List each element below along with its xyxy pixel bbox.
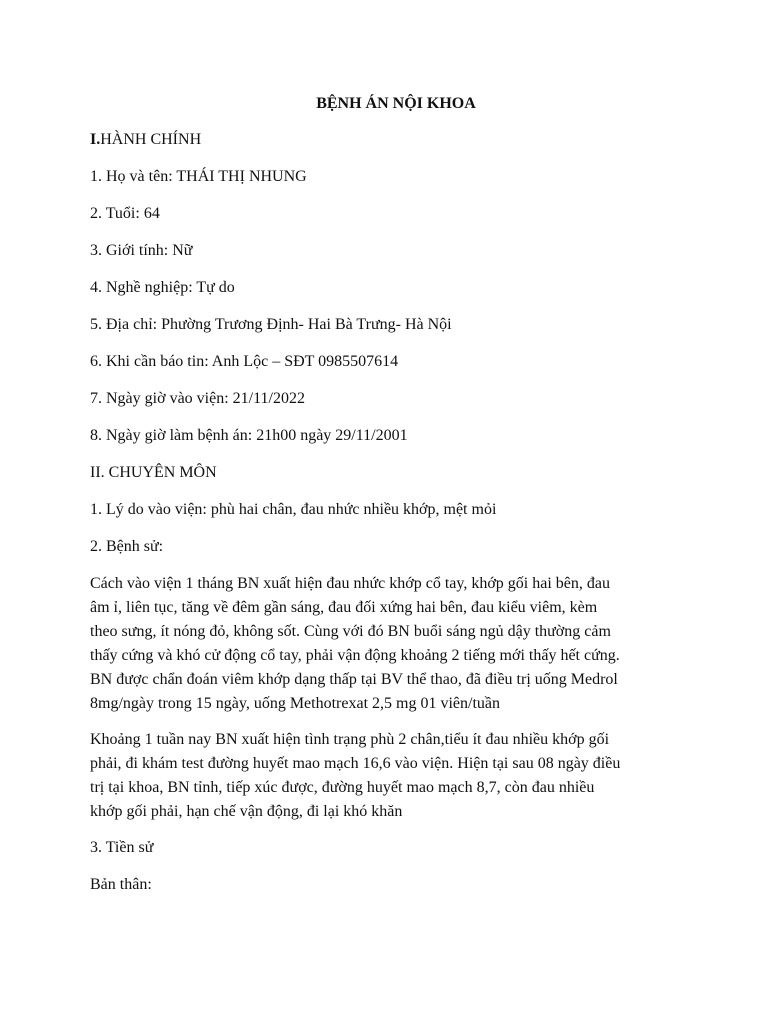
history-p2-line: phải, đi khám test đường huyết mao mạch 16,6 vào viện. Hiện tại sau 08 ngày điều (90, 755, 621, 772)
section-2-heading: II. CHUYÊN MÔN (90, 464, 217, 481)
history-paragraph-2 (90, 728, 702, 824)
history-p1-line: Cách vào viện 1 tháng BN xuất hiện đau nhức khớp cổ tay, khớp gối hai bên, đau (90, 575, 610, 592)
history-p2-line: khớp gối phải, hạn chế vận động, đi lại khó khăn (90, 803, 403, 820)
reason-for-admission: 1. Lý do vào viện: phù hai chân, đau nhức nhiều khớp, mệt mỏi (90, 501, 497, 518)
document-title: BỆNH ÁN NỘI KHOA (316, 95, 476, 112)
emergency-contact: 6. Khi cần báo tin: Anh Lộc – SĐT 0985507614 (90, 353, 399, 370)
history-p2-line: Khoảng 1 tuần nay BN xuất hiện tình trạng phù 2 chân,tiểu ít đau nhiều khớp gối (90, 731, 610, 748)
self-history-heading: Bản thân: (90, 876, 152, 893)
section-1-heading-text: HÀNH CHÍNH (100, 131, 202, 148)
history-p1-line: theo sưng, ít nóng đỏ, không sốt. Cùng với đó BN buổi sáng ngủ dậy thường cảm (90, 623, 611, 640)
document-page (90, 92, 702, 910)
patient-age: 2. Tuổi: 64 (90, 205, 160, 222)
history-paragraph-1 (90, 572, 702, 716)
patient-occupation: 4. Nghề nghiệp: Tự do (90, 279, 235, 296)
history-p1-line: âm ỉ, liên tục, tăng về đêm gần sáng, đau đối xứng hai bên, đau kiểu viêm, kèm (90, 599, 598, 616)
history-heading: 2. Bệnh sử: (90, 538, 164, 555)
history-p1-line: thấy cứng và khó cử động cổ tay, phải vận động khoảng 2 tiếng mới thấy hết cứng. (90, 647, 620, 664)
section-1-roman: I. (90, 131, 101, 148)
admission-date: 7. Ngày giờ vào viện: 21/11/2022 (90, 390, 305, 407)
history-p1-line: BN được chẩn đoán viêm khớp dạng thấp tại BV thể thao, đã điều trị uống Medrol (90, 671, 618, 688)
history-p1-line: 8mg/ngày trong 15 ngày, uống Methotrexat 2,5 mg 01 viên/tuần (90, 695, 501, 712)
patient-name: 1. Họ và tên: THÁI THỊ NHUNG (90, 168, 307, 185)
section-1-heading (90, 128, 702, 152)
past-history-heading: 3. Tiền sử (90, 839, 154, 856)
history-p2-line: trị tại khoa, BN tỉnh, tiếp xúc được, đường huyết mao mạch 8,7, còn đau nhiều (90, 779, 595, 796)
record-date: 8. Ngày giờ làm bệnh án: 21h00 ngày 29/11/2001 (90, 427, 408, 444)
patient-gender: 3. Giới tính: Nữ (90, 242, 193, 259)
patient-address: 5. Địa chỉ: Phường Trương Định- Hai Bà Trưng- Hà Nội (90, 316, 452, 333)
